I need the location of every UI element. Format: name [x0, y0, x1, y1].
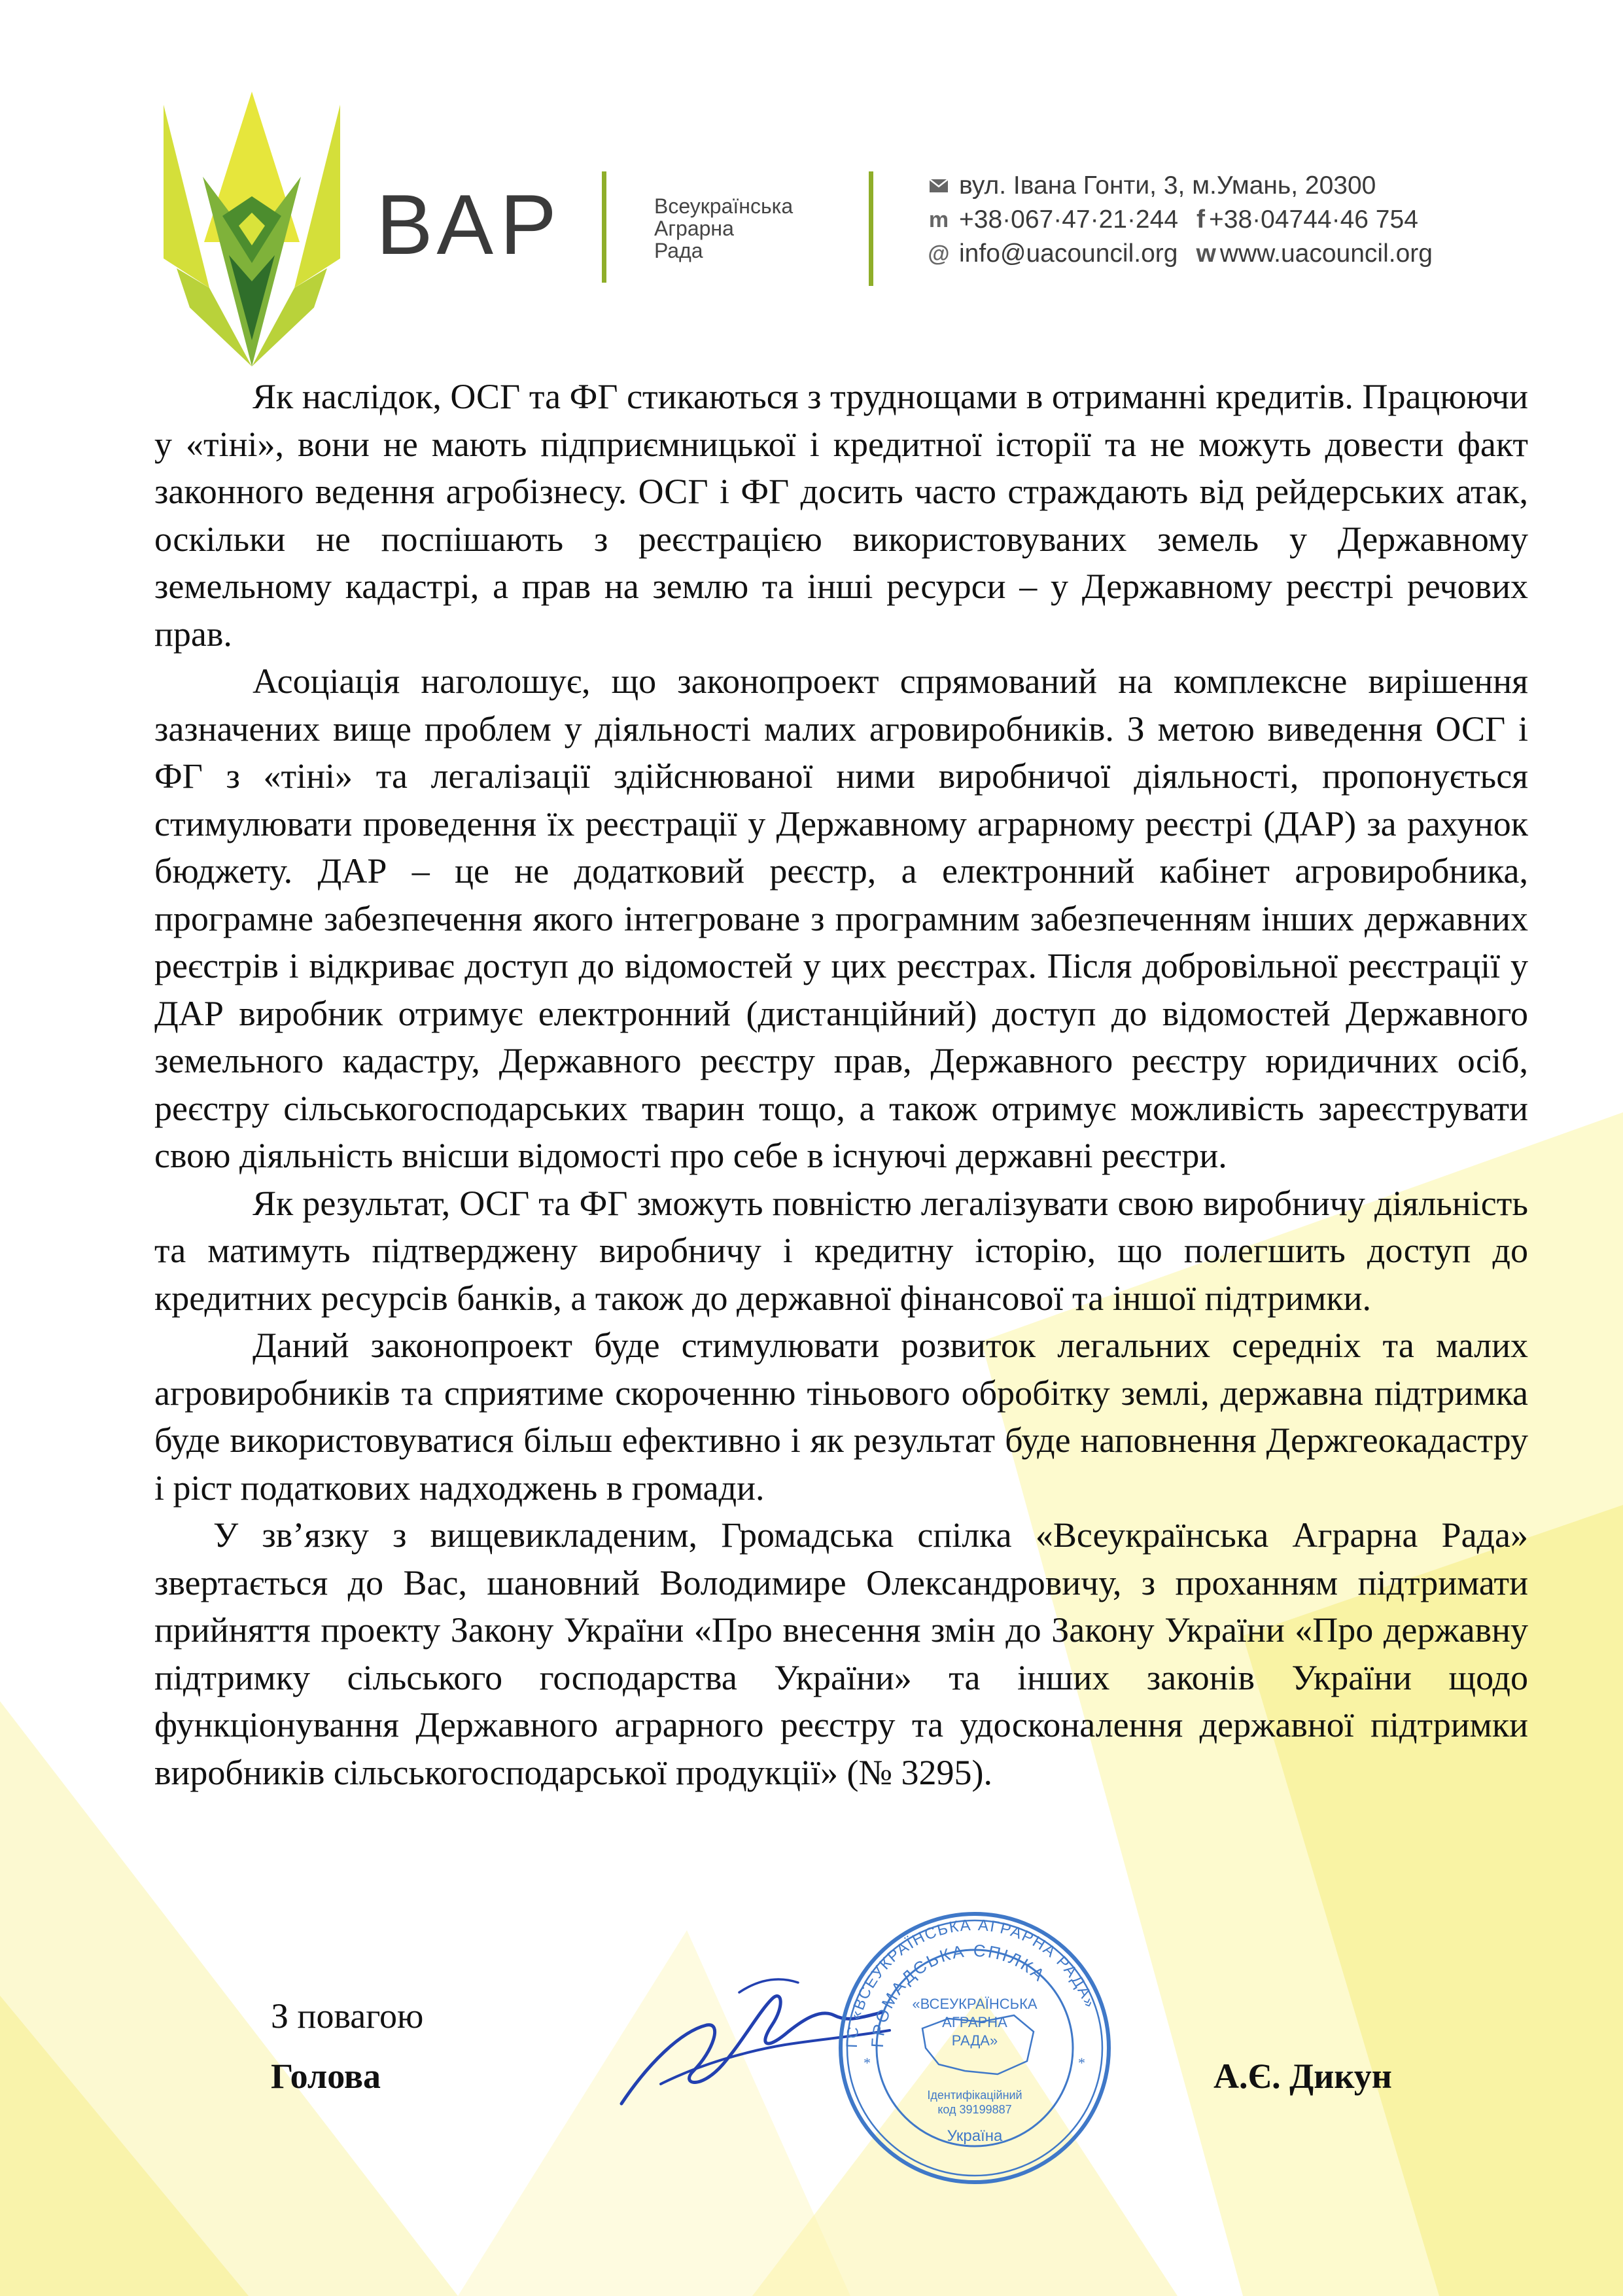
body-paragraph: Як результат, ОСГ та ФГ зможуть повністю легалізувати свою виробничу діяльність та матимуть підтверджену виробничу і кредитну історію, що полегшить доступ до кредитних ресурсів банків, а також до державної фінансової та іншої підтримки.	[154, 1183, 1528, 1318]
svg-text:*: *	[1078, 2055, 1085, 2071]
body-paragraph: Асоціація наголошує, що законопроект спрямований на комплексне вирішення зазначених вище проблем у діяльності малих агровиробників. З метою виведення ОСГ і ФГ з «тіні» та легалізації здійснюваної ними виробничої діяльності, пропонується стимулювати проведення їх реєстрації у Державному аграрному реєстрі (ДАР) за рахунок бюджету. ДАР – це не додатковий реєстр, а електронний кабінет агровиробника, програмне забезпечення якого інтегроване з програмним забезпеченням інших державних реєстрів і відкриває доступ до відомостей у цих реєстрах. Після добровільної реєстрації у ДАР виробник отримує електронний (дистанційний) доступ до відомостей Державного земельного кадастру, Державного реєстру прав, Державного реєстру юридичних осіб, реєстру сільськогосподарських тварин тощо, а також отримує можливість зареєструвати свою діяльність внісши відомості про себе в існуючі державні реєстри.	[154, 662, 1528, 1175]
email-web-line	[928, 237, 1433, 271]
body-paragraph: Даний законопроект буде стимулювати розвиток легальних середніх та малих агровиробників та сприятиме скороченню тіньового обробітку землі, державна підтримка буде використовуватися більш ефективно і як результат буде наповнення Держгеокадастру і ріст податкових надходжень в громади.	[154, 1326, 1528, 1508]
web-prefix: w	[1196, 239, 1216, 268]
envelope-icon	[928, 169, 950, 203]
stamp-outer-text: ГС «ВСЕУКРАЇНСЬКА АГРАРНА РАДА»	[843, 1916, 1099, 2049]
brand-name-line: Всеукраїнська	[654, 194, 794, 218]
mobile-icon: m	[928, 207, 949, 232]
address-text: вул. Івана Гонти, 3, м.Умань, 20300	[959, 171, 1376, 200]
phone-line	[928, 203, 1433, 237]
website-link[interactable]: www.uacouncil.org	[1219, 239, 1433, 268]
signer-title: Голова	[271, 2057, 381, 2096]
stamp-center-line: «ВСЕУКРАЇНСЬКА	[912, 1996, 1038, 2012]
brand-logo-text: ВАР	[376, 177, 563, 272]
body-paragraph: У зв’язку з вищевикладеним, Громадська спілка «Всеукраїнська Аграрна Рада» звертається до Вас, шановний Володимире Олександровичу, з проханням підтримати прийняття проекту Закону України «Про внесення змін до Закону України «Про державну підтримку сільського господарства України» та інших законів України щодо функціонування Державного аграрного реєстру та удосконалення державної підтримки виробників сільськогосподарської продукції» (№ 3295).	[154, 1515, 1528, 1792]
at-icon: @	[928, 241, 950, 266]
trident-logo	[164, 92, 340, 366]
letter-body	[154, 373, 1528, 1796]
stamp-id-code: код 39199887	[937, 2103, 1012, 2116]
svg-text:*: *	[864, 2055, 871, 2071]
stamp-bottom-text: Україна	[947, 2127, 1003, 2145]
fax-number: +38·04744·46 754	[1209, 205, 1418, 234]
stamp-inner-text: ГРОМАДСЬКА СПІЛКА	[867, 1940, 1050, 2049]
stamp-center-line: РАДА»	[951, 2032, 998, 2049]
mobile-number: +38·067·47·21·244	[959, 205, 1179, 234]
stamp-center-line: АГРАРНА	[942, 2014, 1007, 2030]
header-divider	[602, 171, 606, 283]
official-stamp	[831, 1911, 1119, 2185]
brand-name-line: Рада	[654, 239, 703, 262]
stamp-id-label: Ідентифікаційний	[927, 2089, 1022, 2102]
brand-name-line: Аграрна	[654, 217, 734, 240]
email-link[interactable]: info@uacouncil.org	[959, 239, 1178, 268]
body-paragraph: Як наслідок, ОСГ та ФГ стикаються з труднощами в отриманні кредитів. Працюючи у «тіні», вони не мають підприємницької і кредитної історії та не можуть довести факт законного ведення агробізнесу. ОСГ і ФГ досить часто страждають від рейдерських атак, оскільки не поспішають з реєстрацією використовуваних земель у Державному земельному кадастрі, а прав на землю та інші ресурси – у Державному реєстрі речових прав.	[154, 377, 1528, 654]
closing-regards: З повагою	[271, 1996, 424, 2036]
address-line	[928, 169, 1433, 203]
contact-block	[928, 169, 1433, 271]
fax-prefix: f	[1196, 205, 1206, 234]
header-divider	[869, 171, 873, 286]
brand-full-name	[654, 195, 793, 262]
signer-name: А.Є. Дикун	[1213, 2057, 1392, 2096]
